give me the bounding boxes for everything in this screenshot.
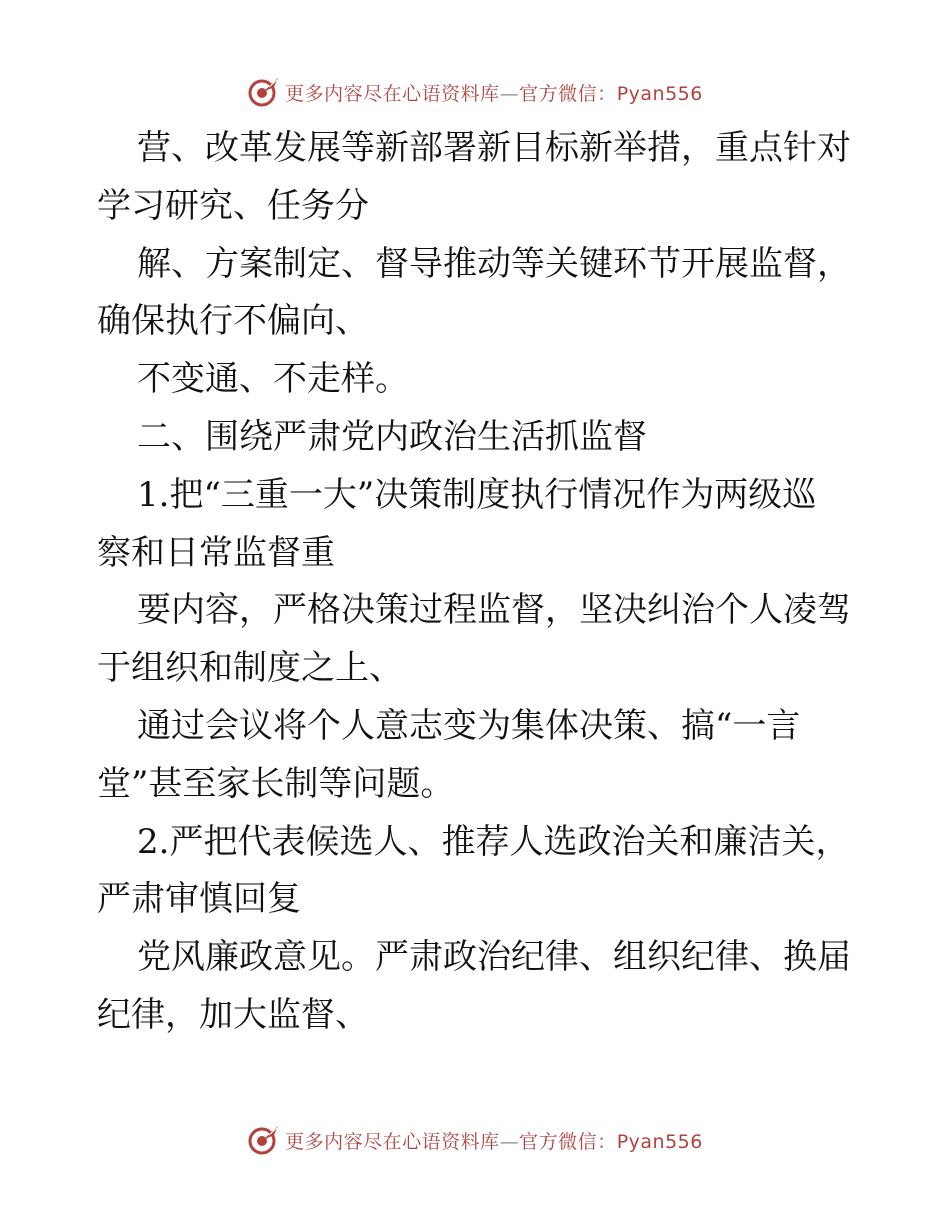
banner-site-name: 更多内容尽在心语资料库	[285, 1130, 500, 1153]
body-text-line: 1.把“三重一大”决策制度执行情况作为两级巡	[137, 474, 817, 515]
header-banner	[0, 72, 950, 112]
body-text-line: 学习研究、任务分	[97, 185, 369, 226]
banner-wechat-id: Pyan556	[616, 1130, 703, 1153]
body-text-line: 2.严把代表候选人、推荐人选政治关和廉洁关，	[137, 821, 850, 862]
body-text-line: 纪律，加大监督、	[97, 994, 369, 1035]
banner-site-name: 更多内容尽在心语资料库	[285, 82, 500, 105]
body-text-line: 二、围绕严肃党内政治生活抓监督	[137, 416, 647, 457]
banner-separator: —	[499, 1130, 520, 1153]
quill-logo-icon	[247, 1123, 281, 1157]
body-text-line: 要内容，严格决策过程监督，坚决纠治个人凌驾	[137, 590, 851, 631]
body-text-line: 解、方案制定、督导推动等关键环节开展监督，	[137, 243, 851, 284]
body-text-line: 察和日常监督重	[97, 532, 335, 573]
banner-separator: —	[499, 82, 520, 105]
quill-logo-icon	[247, 75, 281, 109]
body-text-line: 通过会议将个人意志变为集体决策、搞“一言	[137, 705, 801, 746]
banner-wechat-id: Pyan556	[616, 82, 703, 105]
footer-banner	[0, 1120, 950, 1160]
banner-text	[285, 1127, 703, 1154]
body-text-line: 于组织和制度之上、	[97, 648, 403, 689]
body-text-line: 营、改革发展等新部署新目标新举措，重点针对	[137, 128, 851, 168]
banner-wechat-label: 官方微信：	[519, 82, 617, 105]
banner-wechat-label: 官方微信：	[519, 1130, 617, 1153]
body-text-line: 堂”甚至家长制等问题。	[97, 763, 455, 804]
body-text-line: 确保执行不偏向、	[97, 301, 369, 342]
body-text-line: 不变通、不走样。	[137, 359, 409, 400]
banner-text	[285, 79, 703, 106]
body-text-line: 党风廉政意见。严肃政治纪律、组织纪律、换届	[137, 937, 851, 978]
body-text-line: 严肃审慎回复	[97, 879, 301, 920]
document-body	[97, 120, 867, 1045]
